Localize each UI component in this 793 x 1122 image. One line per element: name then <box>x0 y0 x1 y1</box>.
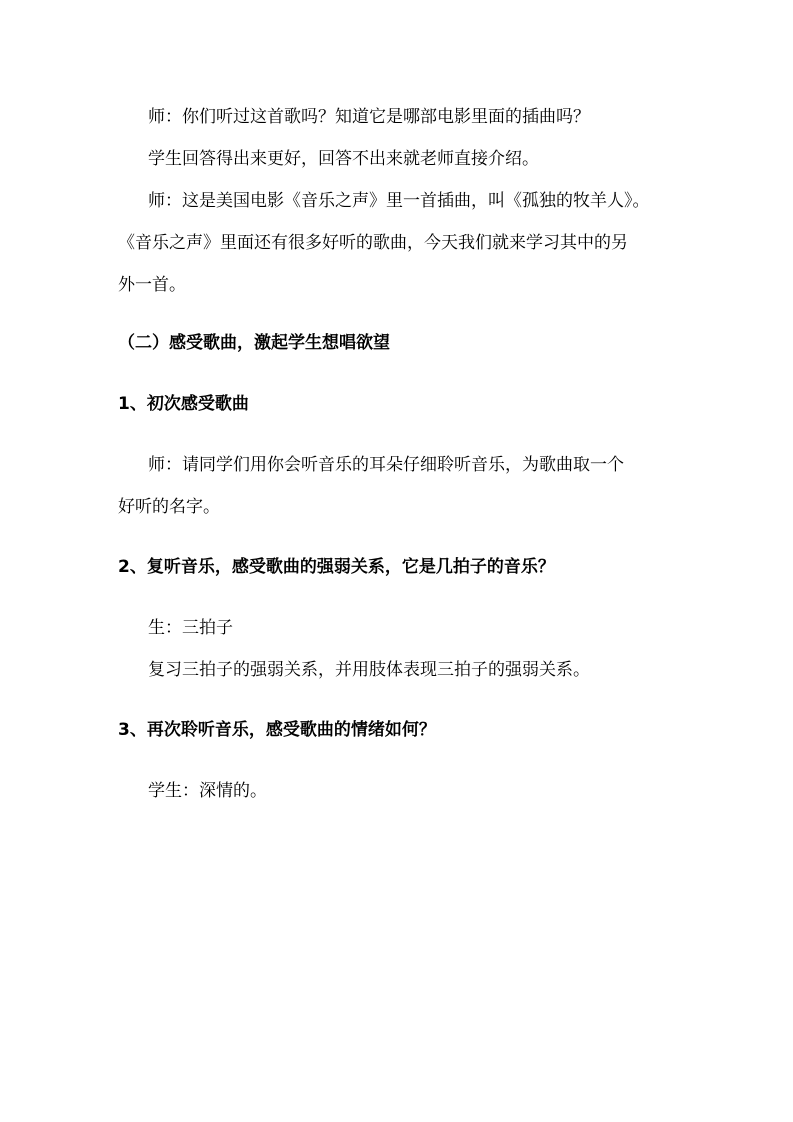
section-heading-2: （二）感受歌曲，激起学生想唱欲望 <box>118 333 390 353</box>
student-reply-meter: 生：三拍子 <box>148 618 233 638</box>
teacher-question-line: 师：你们听过这首歌吗？知道它是哪部电影里面的插曲吗？ <box>148 107 590 127</box>
teacher-instruction-line-2: 好听的名字。 <box>118 497 220 517</box>
student-reply-mood: 学生：深情的。 <box>148 781 267 801</box>
student-answer-note: 学生回答得出来更好，回答不出来就老师直接介绍。 <box>148 149 539 169</box>
teacher-instruction-line-1: 师：请同学们用你会听音乐的耳朵仔细聆听音乐，为歌曲取一个 <box>148 455 624 475</box>
teacher-intro-line-1: 师：这是美国电影《音乐之声》里一首插曲，叫《孤独的牧羊人》。 <box>148 191 650 211</box>
teacher-intro-line-3: 外一首。 <box>118 275 186 295</box>
step-heading-1: 1、初次感受歌曲 <box>118 394 249 414</box>
step-heading-2: 2、复听音乐，感受歌曲的强弱关系，它是几拍子的音乐？ <box>118 557 555 577</box>
teacher-intro-line-2: 《音乐之声》里面还有很多好听的歌曲，今天我们就来学习其中的另 <box>118 233 628 253</box>
step-heading-3: 3、再次聆听音乐，感受歌曲的情绪如何？ <box>118 720 436 740</box>
review-meter-note: 复习三拍子的强弱关系，并用肢体表现三拍子的强弱关系。 <box>148 660 590 680</box>
